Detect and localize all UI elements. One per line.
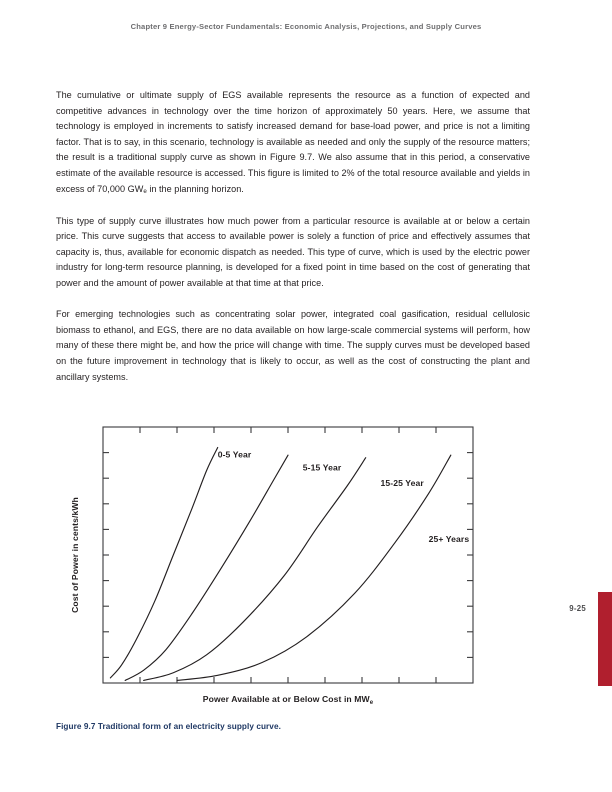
- chart-svg: [56, 420, 530, 705]
- y-axis-title: Cost of Power in cents/kWh: [70, 497, 80, 613]
- running-header: Chapter 9 Energy-Sector Fundamentals: Economic Analysis, Projections, and Supply Curves: [130, 22, 482, 31]
- x-axis-title-subscript: e: [369, 700, 374, 705]
- figure-caption: Figure 9.7 Traditional form of an electricity supply curve.: [56, 722, 281, 731]
- paragraph-1-subscript: e: [143, 188, 147, 196]
- page-number: 9-25: [569, 604, 586, 613]
- chapter-thumb-tab: [598, 592, 612, 686]
- supply-curve-chart: [56, 420, 530, 705]
- x-axis-title: [203, 694, 374, 705]
- curve-label: 15-25 Year: [380, 477, 424, 488]
- curve-label: 5-15 Year: [302, 462, 342, 473]
- curve-label: 25+ Years: [428, 534, 470, 545]
- body-text-column: [56, 88, 530, 385]
- paragraph-1: [56, 88, 530, 198]
- figure-9-7: [56, 420, 530, 705]
- paragraph-3: For emerging technologies such as concentrating solar power, integrated coal gasification, residual cellulosic biomass to ethanol, and EGS, there are no data available on how large-scale commercial systems will perform, how many of these there might be, and how the price will change with time. The supply curves must be developed based on the future improvement in technology that is likely to occur, as well as the cost of constructing the plant and ancillary systems.: [56, 309, 530, 382]
- plot-frame: [103, 427, 473, 683]
- curve-label: 0-5 Year: [217, 449, 252, 460]
- paragraph-2: This type of supply curve illustrates how much power from a particular resource is available at or below a certain price. This curve suggests that access to available power is solely a function of price and effectively assumes that capacity is, thus, available for economic dispatch as needed. This type of curve, which is used by the electric power industry for long-term resource planning, is developed for a fixed point in time based on the cost of generating that power and the amount of power available at that time at that price.: [56, 215, 530, 289]
- paragraph-1-text: The cumulative or ultimate supply of EGS available represents the resource as a function of expected and competitive advances in technology over the time horizon of approximately 50 years. Here, we assume that technology is employed in increments to satisfy increased demand for base-load power, and price is not a limiting factor. That is to say, in this scenario, technology is available as needed and only the supply of the resource matters; the result is a traditional supply curve as shown in Figure 9.7. We also assume that in this period, a conservative estimate of the available resource is accessed. This figure is limited to 2% of the total resource available and yields in excess of 70,000 GW: [56, 90, 530, 194]
- x-axis-title-text: Power Available at or Below Cost in MW: [202, 694, 370, 704]
- paragraph-1-tail: in the planning horizon.: [146, 183, 244, 194]
